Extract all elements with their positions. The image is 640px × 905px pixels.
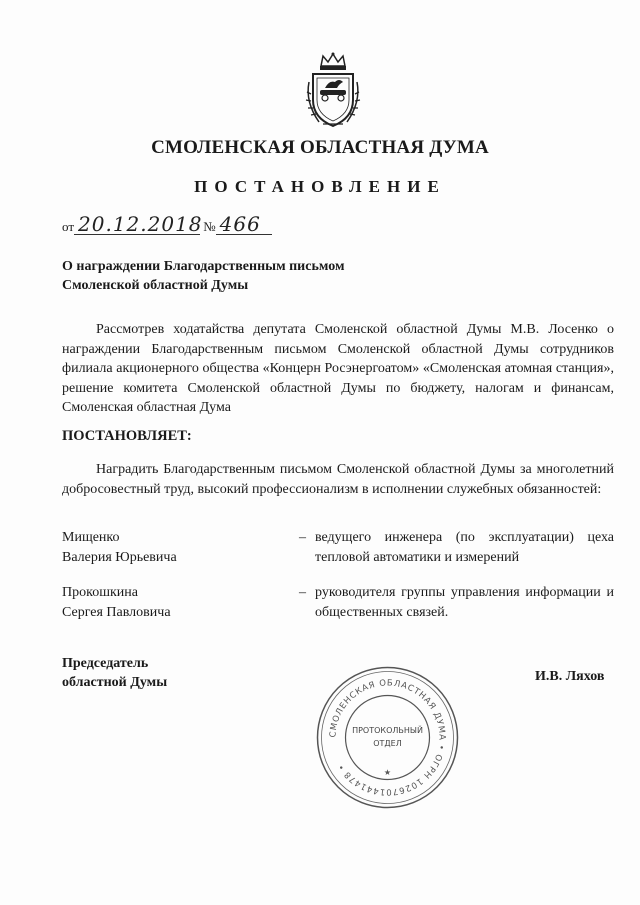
handwritten-date: 20.12.2018 (74, 214, 200, 235)
subject-line-1: О награждении Благодарственным письмом (62, 259, 345, 274)
organization-title: СМОЛЕНСКАЯ ОБЛАСТНАЯ ДУМА (151, 137, 489, 158)
awardee-surname: Прокошкина (62, 585, 138, 600)
signer-title (62, 654, 167, 692)
svg-text:★: ★ (383, 768, 392, 777)
official-seal-stamp (315, 665, 460, 810)
signer-title-line-1: Председатель (62, 656, 149, 671)
dash-separator: – (299, 585, 306, 600)
decision-paragraph: Наградить Благодарственным письмом Смоленской областной Думы за многолетний добросовестный труд, высокий профессионализм в исполнении служебных обязанностей: (62, 462, 614, 497)
preamble-paragraph: Рассмотрев ходатайства депутата Смоленской областной Думы М.В. Лосенко о награждении Благодарственным письмом Смоленской областной Думы сотрудников филиала акционерного общества «Концерн Росэнергоатом» «Смоленская атомная станция», решение комитета Смоленской областной Думы по бюджету, налогам и финансам, Смоленская областная Дума (62, 322, 614, 415)
subject-line-2: Смоленской областной Думы (62, 278, 249, 293)
seal-ring-text: СМОЛЕНСКАЯ ОБЛАСТНАЯ ДУМА • ОГРН 1026701441478 • (328, 678, 447, 797)
awardee-name (62, 528, 292, 567)
awardee-position: ведущего инженера (по эксплуатации) цеха тепловой автоматики и измерений (315, 530, 614, 565)
date-number-line (62, 214, 272, 235)
seal-center-line-2: ОТДЕЛ (373, 739, 402, 748)
subject-heading (62, 257, 422, 295)
awardee-surname: Мищенко (62, 530, 120, 545)
number-label: № (203, 219, 216, 234)
signer-title-line-2: областной Думы (62, 675, 168, 690)
coat-of-arms-emblem (303, 52, 363, 130)
awardee-position: руководителя группы управления информации и общественных связей. (315, 585, 614, 620)
signer-name: И.В. Ляхов (535, 669, 605, 684)
awardee-given-names: Валерия Юрьевича (62, 549, 177, 565)
awardee-name (62, 583, 292, 622)
dash-separator: – (299, 530, 306, 545)
seal-center-line-1: ПРОТОКОЛЬНЫЙ (352, 726, 423, 735)
resolves-heading: ПОСТАНОВЛЯЕТ: (62, 428, 192, 444)
handwritten-number: 466 (216, 214, 272, 235)
document-type-heading: ПОСТАНОВЛЕНИЕ (194, 177, 446, 196)
date-prefix: от (62, 219, 75, 234)
awardee-given-names: Сергея Павловича (62, 604, 171, 620)
